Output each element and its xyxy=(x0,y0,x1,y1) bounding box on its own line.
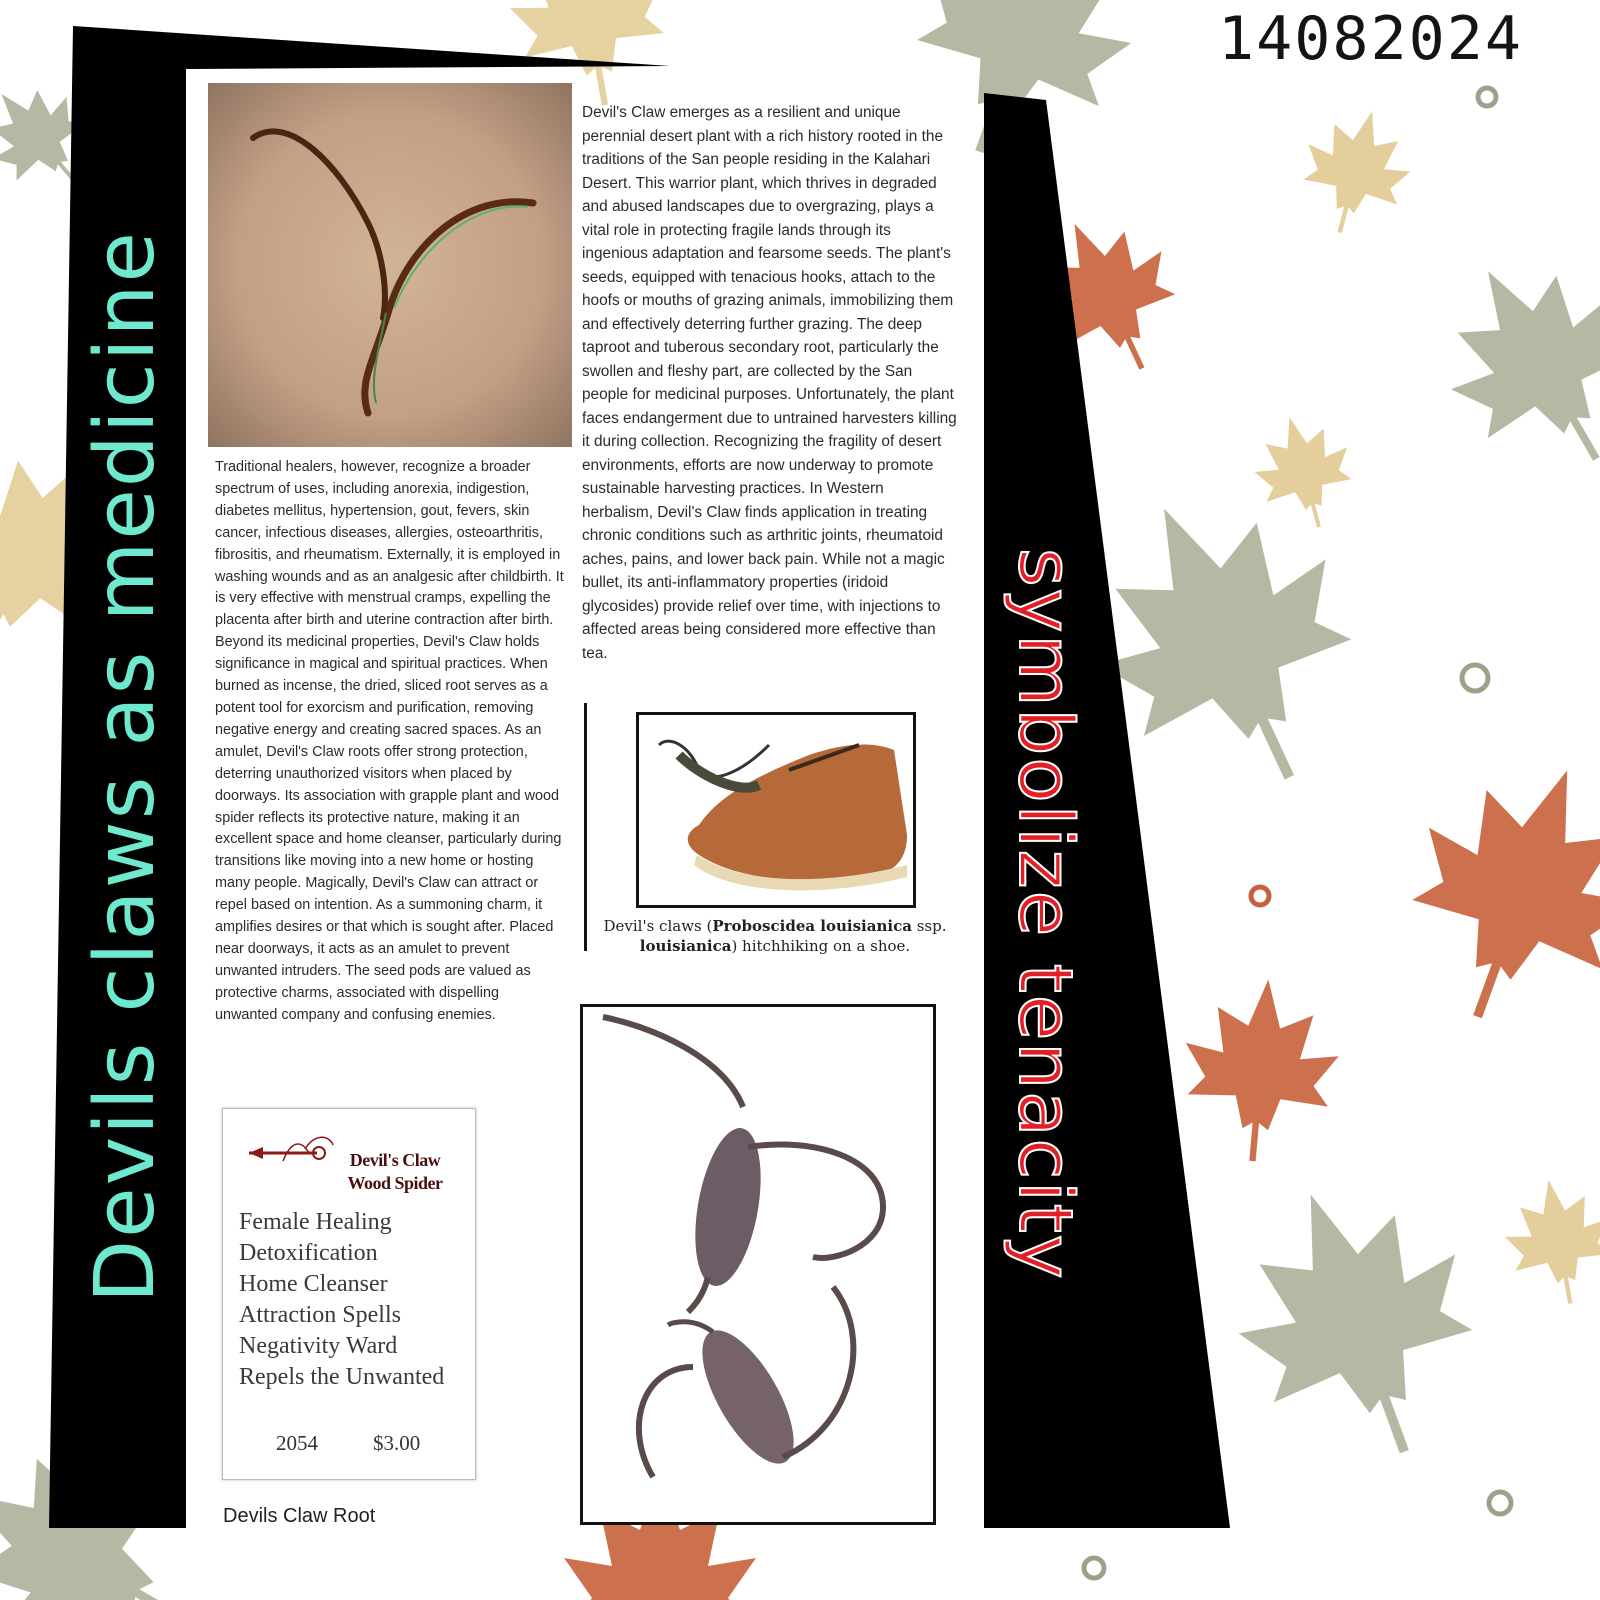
left-paragraph: Traditional healers, however, recognize a broader spectrum of uses, including anorexia, indigestion, diabetes mellitus, hypertension, gout, fevers, skin cancer, infectious diseases, allergies, osteoarthritis, fibrositis, and rheumatism. Externally, it is employed in washing wounds and as an analgesic after childbirth. It is very effective with menstrual cramps, expelling the placenta after birth and uterine contraction after birth. Beyond its medicinal properties, Devil's Claw holds significance in magical and spiritual practices. When burned as incense, the dried, sliced root serves as a potent tool for exorcism and purification, removing negative energy and creating sacred spaces. As an amulet, Devil's Claw roots offer strong protection, deterring unauthorized visitors when placed by doorways. Its association with grapple plant and wood spider reflects its protective nature, making it an excellent space and home cleanser, particularly during transitions like moving into a new home or hosting many people. Magically, Devil's Claw can attract or repel based on intention. As a summoning charm, it amplifies desires or that which is sought after. Placed near doorways, it acts as an amulet to prevent unwanted intruders. The seed pods are valued as protective charms, associated with dispelling unwanted company and confusing enemies. xyxy=(215,459,564,1023)
caption-subspecies: louisianica xyxy=(639,937,732,955)
card-use-item: Attraction Spells xyxy=(239,1302,401,1328)
card-uses-list xyxy=(239,1207,444,1393)
seed-pods-photo xyxy=(580,1004,936,1525)
claw-on-sand-photo xyxy=(208,83,572,447)
shoe-caption xyxy=(596,916,954,956)
page-id: 14082024 xyxy=(1218,4,1523,74)
caption-mid: ssp. xyxy=(911,917,947,935)
card-title-line2: Wood Spider xyxy=(347,1173,443,1193)
card-title-line1: Devil's Claw xyxy=(349,1150,441,1170)
card-use-item: Home Cleanser xyxy=(239,1271,388,1297)
card-use-item: Female Healing xyxy=(239,1209,392,1235)
caption-prefix: Devil's claws ( xyxy=(603,917,713,935)
card-price: $3.00 xyxy=(373,1431,421,1455)
root-label: Devils Claw Root xyxy=(223,1505,376,1527)
card-title xyxy=(335,1149,455,1195)
left-banner-title: Devils claws as medicine xyxy=(78,230,173,1303)
shoe-claw-photo xyxy=(636,712,916,908)
right-paragraph: Devil's Claw emerges as a resilient and unique perennial desert plant with a rich history rooted in the traditions of the San people residing in the Kalahari Desert. This warrior plant, which thrives in degraded and abused landscapes due to overgrazing, plays a vital role in protecting fragile lands through its ingenious adaptation and fearsome seeds. The plant's seeds, equipped with tenacious hooks, attach to the hoofs or mouths of grazing animals, immobilizing them and effectively deterring further grazing. The deep taproot and tuberous secondary root, particularly the swollen and fleshy part, are collected by the San people for medicinal purposes. Unfortunately, the plant faces endangerment due to untrained harvesters killing it during collection. Recognizing the fragility of desert environments, efforts are now underway to promote sustainable harvesting practices. In Western herbalism, Devil's Claw finds application in treating chronic conditions such as arthritic joints, rheumatoid aches, pains, and lower back pain. While not a magic bullet, its anti-inflammatory properties (iridoid glycosides) provide relief over time, with injections to affected areas being considered more effective than tea. xyxy=(582,104,957,662)
card-use-item: Repels the Unwanted xyxy=(239,1364,445,1390)
right-banner-title: symbolize tenacity xyxy=(1002,548,1088,1281)
caption-divider xyxy=(584,703,587,951)
product-card xyxy=(222,1108,476,1480)
card-use-item: Negativity Ward xyxy=(239,1333,398,1359)
card-use-item: Detoxification xyxy=(239,1240,378,1266)
arrow-logo-icon xyxy=(243,1131,335,1171)
card-code: 2054 xyxy=(276,1431,318,1455)
caption-species: Proboscidea louisianica xyxy=(712,917,912,935)
caption-suffix: ) hitchhiking on a shoe. xyxy=(731,937,911,955)
